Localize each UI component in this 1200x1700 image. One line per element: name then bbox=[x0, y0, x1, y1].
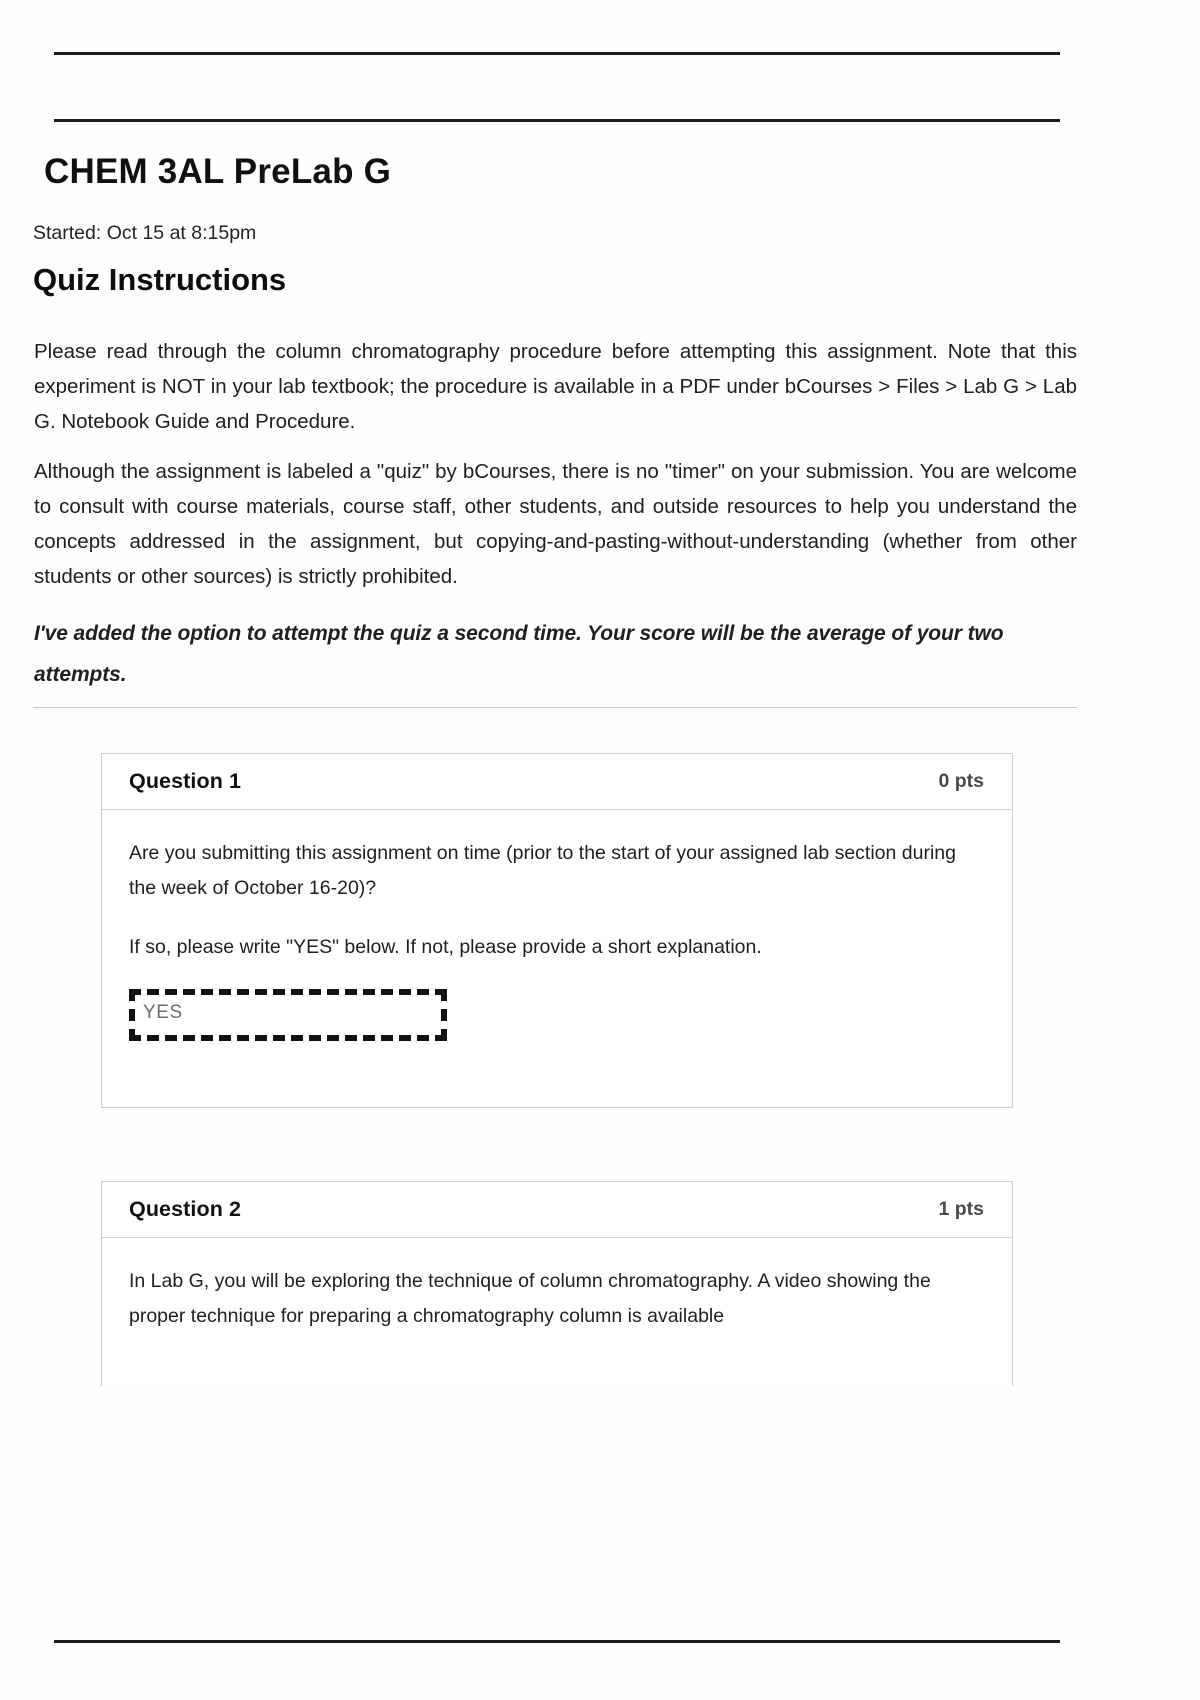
quiz-started-timestamp: Started: Oct 15 at 8:15pm bbox=[33, 222, 257, 244]
question-title-2: Question 2 bbox=[129, 1197, 242, 1221]
question-text-1-line-1: Are you submitting this assignment on time (prior to the start of your assigned lab section during the week of October 16-20)? bbox=[129, 842, 956, 899]
question-points-2: 1 pts bbox=[938, 1198, 984, 1220]
page-rule-top-first bbox=[54, 52, 1060, 55]
question-card-2 bbox=[101, 1181, 1013, 1386]
instructions-paragraph-1: Please read through the column chromatography procedure before attempting this assignment. Note that this experiment is NOT in your lab textbook; the procedure is available in a PDF under bCourses > Files > Lab G > Lab G. Notebook Guide and Procedure. bbox=[34, 340, 1077, 433]
question-text-2-line-1: In Lab G, you will be exploring the technique of column chromatography. A video showing the proper technique for preparing a chromatography column is available bbox=[129, 1270, 931, 1327]
instructions-paragraph-2: Although the assignment is labeled a "quiz" by bCourses, there is no "timer" on your submission. You are welcome to consult with course materials, course staff, other students, and outside resources to help you understand the concepts addressed in the assignment, but copying-and-pasting-without-understanding (whether from other students or other sources) is strictly prohibited. bbox=[34, 460, 1077, 588]
answer-input-question-1[interactable] bbox=[129, 989, 447, 1041]
question-card-1 bbox=[101, 753, 1013, 1108]
page-rule-top-second bbox=[54, 119, 1060, 122]
quiz-instructions-heading: Quiz Instructions bbox=[33, 262, 287, 297]
question-header-2 bbox=[102, 1182, 1012, 1238]
question-body-1 bbox=[102, 810, 1012, 1041]
instructions-paragraph-3-emphasis: I've added the option to attempt the quiz a second time. Your score will be the average of your two attempts. bbox=[34, 622, 1004, 686]
question-body-2 bbox=[102, 1238, 1012, 1334]
instructions-divider bbox=[33, 707, 1077, 708]
question-points-1: 0 pts bbox=[938, 770, 984, 792]
page-rule-bottom bbox=[54, 1640, 1060, 1643]
question-title-1: Question 1 bbox=[129, 769, 242, 793]
question-header-1 bbox=[102, 754, 1012, 810]
page-title: CHEM 3AL PreLab G bbox=[44, 152, 391, 191]
answer-input-value: YES bbox=[143, 1002, 183, 1023]
question-text-1-line-2: If so, please write "YES" below. If not, please provide a short explanation. bbox=[129, 936, 762, 958]
